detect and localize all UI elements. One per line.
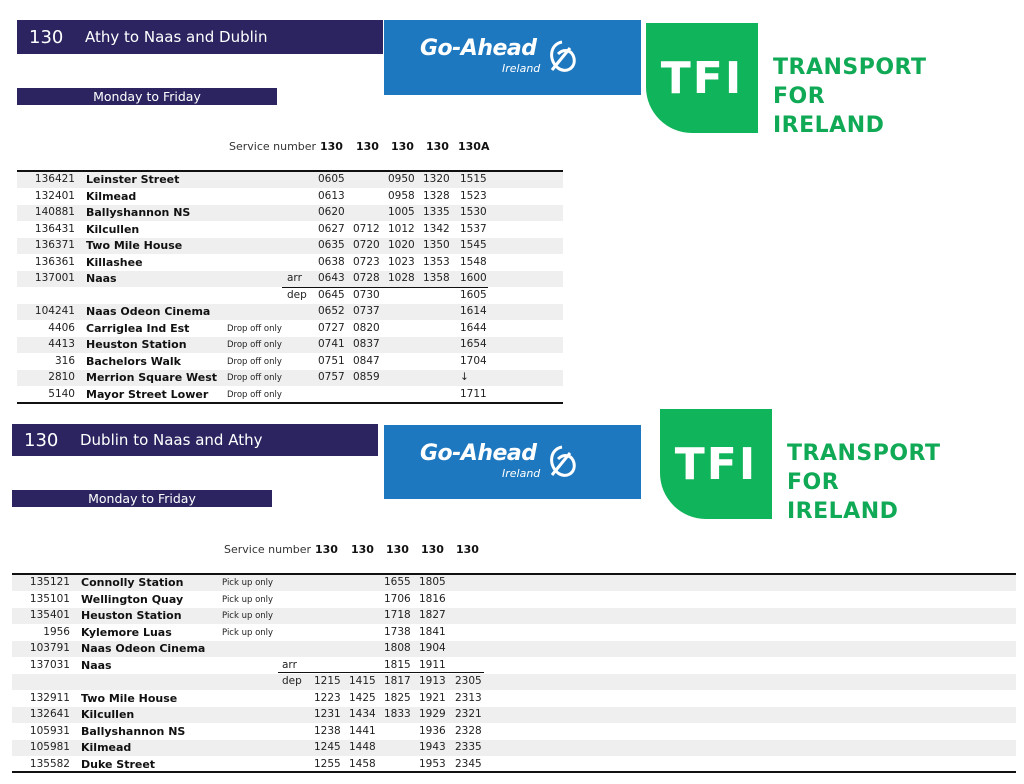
table-row (17, 189, 563, 206)
departure-time: 1320 (423, 173, 450, 185)
stop-name: Heuston Station (86, 338, 187, 351)
stop-code: 132641 (29, 708, 70, 720)
service-number: 130 (356, 140, 379, 153)
departure-time: 1448 (349, 741, 376, 753)
departure-time: 2321 (455, 708, 482, 720)
table-row (12, 575, 558, 592)
departure-time: 1434 (349, 708, 376, 720)
stop-note: Pick up only (222, 578, 274, 588)
departure-time: 1825 (384, 691, 411, 704)
departure-time: 1644 (460, 321, 487, 334)
route-header-top (17, 20, 383, 54)
stop-code: 136371 (34, 239, 75, 251)
goahead-leaf-icon (544, 38, 580, 76)
departure-time: 0613 (318, 189, 345, 202)
stop-code: 4413 (48, 338, 75, 350)
service-label: Service number (224, 543, 312, 556)
stop-code: 132401 (34, 189, 75, 202)
goahead-logo-top (384, 20, 641, 95)
departure-time: 1023 (388, 255, 415, 268)
days-label-bottom: Monday to Friday (12, 490, 272, 507)
service-number: 130 (351, 543, 374, 556)
departure-time: 2305 (455, 675, 482, 687)
stop-name: Naas (81, 658, 112, 672)
departure-time: 1415 (349, 675, 376, 687)
departure-time: 1815 (384, 658, 411, 671)
table-row (17, 370, 563, 387)
stop-note: Drop off only (227, 340, 282, 350)
arr-dep-label: dep (282, 675, 302, 687)
departure-time: 1827 (419, 609, 446, 621)
goahead-wordmark: Go-Ahead (420, 36, 537, 61)
stop-code: 135101 (29, 592, 70, 605)
departure-time: 1936 (419, 724, 446, 737)
service-label: Service number (229, 140, 317, 153)
departure-time: 0820 (353, 321, 380, 334)
departure-time: 0751 (318, 354, 345, 367)
arr-dep-label: arr (287, 272, 302, 284)
stop-code: 136421 (34, 173, 75, 185)
goahead-logo-bottom (384, 425, 641, 499)
stop-note: Drop off only (227, 356, 282, 367)
table-row (12, 592, 558, 609)
stop-name: Leinster Street (86, 173, 180, 186)
stop-name: Kylemore Luas (81, 625, 172, 639)
goahead-leaf-icon (544, 443, 580, 481)
departure-time: 0652 (318, 305, 345, 317)
departure-time: 1028 (388, 272, 415, 284)
table-row (17, 337, 563, 354)
departure-time: 2345 (455, 757, 482, 770)
departure-time: 0727 (318, 321, 345, 334)
stop-name: Duke Street (81, 757, 156, 771)
tfi-line: FOR (773, 84, 826, 109)
table-row (12, 674, 558, 691)
departure-time: 1706 (384, 592, 411, 605)
departure-time: 1530 (460, 206, 487, 218)
departure-time: 0741 (318, 338, 345, 350)
stop-code: 135401 (29, 609, 70, 621)
departure-time: 1953 (419, 757, 446, 770)
departure-time: 1335 (423, 206, 450, 218)
tfi-line: TRANSPORT (773, 55, 927, 80)
stop-code: 316 (54, 354, 75, 367)
departure-time: 1943 (419, 741, 446, 753)
departure-time: 1605 (460, 288, 487, 301)
departure-time: 0635 (318, 239, 345, 251)
departure-time: 1441 (349, 724, 376, 737)
stop-name: Naas Odeon Cinema (81, 642, 206, 655)
departure-time: 1358 (423, 272, 450, 284)
departure-time: 1805 (419, 576, 446, 588)
service-number: 130 (426, 140, 449, 153)
stop-code: 137031 (29, 658, 70, 671)
departure-time: 1537 (460, 222, 487, 235)
departure-time: 1223 (314, 691, 341, 704)
route-number: 130 (24, 429, 59, 451)
tfi-line: IRELAND (787, 499, 899, 524)
stop-name: Kilmead (86, 189, 137, 203)
table-row (17, 255, 563, 272)
stop-code: 105931 (29, 724, 70, 737)
departure-time: 1841 (419, 625, 446, 638)
stop-note: Pick up only (222, 594, 274, 605)
table-row (17, 321, 563, 338)
departure-time: 1255 (314, 757, 341, 770)
tfi-line: IRELAND (773, 113, 885, 138)
tfi-logo-top: TFI (646, 23, 758, 133)
table-row (12, 724, 558, 741)
stop-note: Pick up only (222, 611, 274, 621)
stop-name: Heuston Station (81, 609, 182, 622)
stop-name: Wellington Quay (81, 592, 184, 606)
departure-time: 1921 (419, 691, 446, 704)
departure-time: 1245 (314, 741, 341, 753)
departure-time: 1005 (388, 206, 415, 218)
stop-name: Carriglea Ind Est (86, 321, 190, 335)
departure-time: 0645 (318, 288, 345, 301)
service-number: 130 (456, 543, 479, 556)
stop-name: Merrion Square West (86, 371, 218, 384)
service-number: 130 (391, 140, 414, 153)
table-row (12, 658, 558, 675)
stop-name: Kilmead (81, 741, 132, 754)
stop-name: Naas (86, 272, 117, 285)
departure-time: 1342 (423, 222, 450, 235)
departure-time: 0720 (353, 239, 380, 251)
table-row (17, 288, 563, 305)
departure-time: 1600 (460, 272, 487, 284)
tfi-line: TRANSPORT (787, 441, 941, 466)
departure-time: 0847 (353, 354, 380, 367)
stop-code: 105981 (29, 741, 70, 753)
stop-name: Kilcullen (86, 222, 140, 236)
departure-time: 1913 (419, 675, 446, 687)
stop-name: Ballyshannon NS (86, 206, 191, 219)
route-name: Dublin to Naas and Athy (80, 431, 263, 449)
departure-time: 0730 (353, 288, 380, 301)
stop-name: Two Mile House (81, 691, 178, 705)
table-row (12, 740, 558, 757)
stop-code: 136431 (34, 222, 75, 235)
departure-time: 1808 (384, 642, 411, 654)
days-label-top: Monday to Friday (17, 88, 277, 105)
departure-time: 1655 (384, 576, 411, 588)
table-row (17, 238, 563, 255)
tfi-wordmark-top (773, 53, 927, 140)
departure-time: 0859 (353, 371, 380, 383)
stop-name: Bachelors Walk (86, 354, 181, 368)
departure-time: 1231 (314, 708, 341, 720)
departure-time: 1718 (384, 609, 411, 621)
stop-name: Ballyshannon NS (81, 724, 186, 738)
departure-time: 0723 (353, 255, 380, 268)
departure-time: 0605 (318, 173, 345, 185)
route-header-bottom (12, 424, 378, 456)
stop-code: 2810 (48, 371, 75, 383)
table-row (12, 707, 558, 724)
stop-name: Mayor Street Lower (86, 387, 209, 401)
tfi-line: FOR (787, 470, 840, 495)
departure-time: 0728 (353, 272, 380, 284)
departure-time: 0837 (353, 338, 380, 350)
departure-time: 1328 (423, 189, 450, 202)
departure-time: 1817 (384, 675, 411, 687)
departure-time: ↓ (460, 371, 469, 383)
tfi-logo-bottom: TFI (660, 409, 772, 519)
service-header-top (17, 140, 563, 156)
stop-name: Two Mile House (86, 239, 183, 252)
departure-time: 1350 (423, 239, 450, 251)
departure-time: 1458 (349, 757, 376, 770)
departure-time: 1614 (460, 305, 487, 317)
stop-note: Pick up only (222, 627, 274, 638)
service-header-bottom (12, 543, 558, 559)
stop-name: Kilcullen (81, 708, 135, 721)
goahead-wordmark: Go-Ahead (420, 441, 537, 466)
stop-code: 135582 (29, 757, 70, 770)
table-row (12, 625, 558, 642)
goahead-sub: Ireland (502, 467, 541, 480)
departure-time: 0638 (318, 255, 345, 268)
departure-time: 1904 (419, 642, 446, 654)
table-row (12, 691, 558, 708)
stop-code: 4406 (48, 321, 75, 334)
stop-code: 103791 (29, 642, 70, 654)
stop-name: Killashee (86, 255, 143, 269)
tfi-wordmark-bottom (787, 439, 941, 526)
departure-time: 1545 (460, 239, 487, 251)
stop-code: 1956 (43, 625, 70, 638)
departure-time: 1929 (419, 708, 446, 720)
departure-time: 1816 (419, 592, 446, 605)
departure-time: 1238 (314, 724, 341, 737)
departure-time: 1215 (314, 675, 341, 687)
departure-time: 2335 (455, 741, 482, 753)
departure-time: 1711 (460, 387, 487, 400)
arr-dep-label: arr (282, 658, 297, 671)
departure-time: 1353 (423, 255, 450, 268)
departure-time: 1738 (384, 625, 411, 638)
table-row (17, 387, 563, 404)
departure-time: 1704 (460, 354, 487, 367)
departure-time: 1911 (419, 658, 446, 671)
stop-code: 135121 (29, 576, 70, 588)
departure-time: 0712 (353, 222, 380, 235)
stop-note: Drop off only (227, 323, 282, 334)
departure-time: 0620 (318, 206, 345, 218)
stop-code: 140881 (34, 206, 75, 218)
departure-time: 1012 (388, 222, 415, 235)
departure-time: 0737 (353, 305, 380, 317)
table-row (12, 641, 558, 658)
departure-time: 2313 (455, 691, 482, 704)
departure-time: 1548 (460, 255, 487, 268)
table-row (12, 608, 558, 625)
departure-time: 1515 (460, 173, 487, 185)
goahead-sub: Ireland (502, 62, 541, 75)
departure-time: 0958 (388, 189, 415, 202)
stop-name: Connolly Station (81, 576, 184, 589)
stop-name: Naas Odeon Cinema (86, 305, 211, 318)
table-row (17, 205, 563, 222)
departure-time: 1654 (460, 338, 487, 350)
departure-time: 0757 (318, 371, 345, 383)
table-row (17, 172, 563, 189)
table-row (17, 354, 563, 371)
table-row (17, 271, 563, 288)
stop-code: 104241 (34, 305, 75, 317)
departure-time: 1833 (384, 708, 411, 720)
table-row (17, 304, 563, 321)
route-number: 130 (29, 26, 64, 48)
arr-dep-label: dep (287, 288, 307, 301)
stop-code: 137001 (34, 272, 75, 284)
stop-code: 132911 (29, 691, 70, 704)
departure-time: 0950 (388, 173, 415, 185)
route-name: Athy to Naas and Dublin (85, 28, 268, 46)
departure-time: 2328 (455, 724, 482, 737)
service-number: 130 (421, 543, 444, 556)
service-number: 130A (458, 140, 490, 153)
departure-time: 0643 (318, 272, 345, 284)
table-row (17, 222, 563, 239)
stop-note: Drop off only (227, 389, 282, 400)
service-number: 130 (320, 140, 343, 153)
stop-code: 136361 (34, 255, 75, 268)
departure-time: 1523 (460, 189, 487, 202)
departure-time: 0627 (318, 222, 345, 235)
service-number: 130 (386, 543, 409, 556)
departure-time: 1020 (388, 239, 415, 251)
service-number: 130 (315, 543, 338, 556)
stop-note: Drop off only (227, 373, 282, 383)
table-row (12, 757, 558, 774)
stop-code: 5140 (48, 387, 75, 400)
departure-time: 1425 (349, 691, 376, 704)
